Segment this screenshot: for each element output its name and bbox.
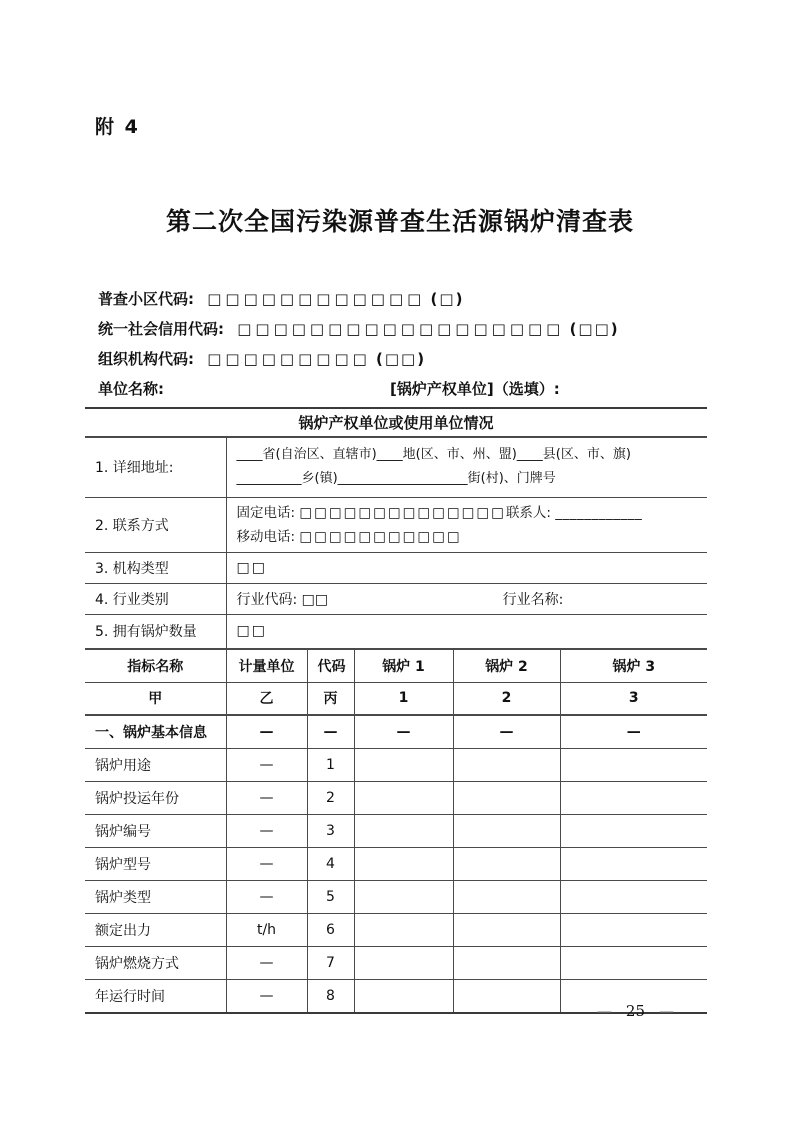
address-line2: __________乡(镇)____________________街(村)、门牌号 bbox=[236, 471, 556, 487]
table-row bbox=[85, 781, 707, 814]
indicator-name: 年运行时间 bbox=[85, 979, 226, 1013]
table-row bbox=[85, 946, 707, 979]
indicator-name: 额定出力 bbox=[85, 913, 226, 946]
col-header-code: 代码 bbox=[307, 649, 354, 683]
col-code-3: 3 bbox=[560, 682, 707, 715]
boiler1-value-cell bbox=[354, 847, 453, 880]
page-number bbox=[583, 1002, 688, 1020]
contact-content bbox=[226, 497, 707, 552]
credit-code-line bbox=[98, 314, 718, 344]
org-type-boxes bbox=[226, 552, 707, 583]
section-dash: — bbox=[226, 715, 307, 749]
org-type-label: 3. 机构类型 bbox=[85, 552, 226, 583]
boiler-survey-table bbox=[85, 407, 707, 1014]
org-code-suffix: (□□) bbox=[376, 350, 427, 368]
indicator-name: 锅炉燃烧方式 bbox=[85, 946, 226, 979]
col-header-indicator: 指标名称 bbox=[85, 649, 226, 683]
indicator-name: 锅炉投运年份 bbox=[85, 781, 226, 814]
boiler1-value-cell bbox=[354, 781, 453, 814]
credit-code-suffix: (□□) bbox=[569, 320, 620, 338]
address-row bbox=[85, 437, 707, 497]
boiler1-value-cell bbox=[354, 979, 453, 1013]
boiler1-value-cell bbox=[354, 946, 453, 979]
basic-info-section-row bbox=[85, 715, 707, 749]
boiler-count-boxes bbox=[226, 614, 707, 649]
address-content bbox=[226, 437, 707, 497]
attachment-label: 附 4 bbox=[95, 116, 140, 138]
boiler3-value-cell bbox=[560, 748, 707, 781]
boiler3-value-cell bbox=[560, 814, 707, 847]
address-line1: ____省(自治区、直辖市)____地(区、市、州、盟)____县(区、市、旗) bbox=[236, 447, 631, 463]
unit-info-section-title: 锅炉产权单位或使用单位情况 bbox=[85, 408, 707, 437]
indicator-code: 8 bbox=[307, 979, 354, 1013]
section-dash: — bbox=[560, 715, 707, 749]
boiler1-value-cell bbox=[354, 748, 453, 781]
credit-code-boxes: □□□□□□□□□□□□□□□□□□ bbox=[237, 320, 565, 338]
indicator-unit: — bbox=[226, 781, 307, 814]
header-code-block bbox=[98, 284, 718, 404]
boiler3-value-cell bbox=[560, 781, 707, 814]
org-code-line bbox=[98, 344, 718, 374]
page-title: 第二次全国污染源普查生活源锅炉清查表 bbox=[165, 207, 634, 236]
census-area-code-line bbox=[98, 284, 718, 314]
boiler3-value-cell bbox=[560, 880, 707, 913]
indicator-name: 锅炉型号 bbox=[85, 847, 226, 880]
boiler-count-row bbox=[85, 614, 707, 649]
col-header-unit: 计量单位 bbox=[226, 649, 307, 683]
indicator-name: 锅炉用途 bbox=[85, 748, 226, 781]
industry-name-label: 行业名称: bbox=[502, 591, 564, 608]
col-code-yi: 乙 bbox=[226, 682, 307, 715]
boiler2-value-cell bbox=[453, 748, 560, 781]
table-section-header-row bbox=[85, 408, 707, 437]
fixed-phone-line bbox=[237, 501, 698, 525]
col-code-1: 1 bbox=[354, 682, 453, 715]
boiler1-value-cell bbox=[354, 814, 453, 847]
boiler2-value-cell bbox=[453, 946, 560, 979]
page-number-left-dash: — bbox=[596, 1002, 612, 1020]
indicator-unit: — bbox=[226, 748, 307, 781]
table-row bbox=[85, 913, 707, 946]
table-row bbox=[85, 748, 707, 781]
section-dash: — bbox=[307, 715, 354, 749]
boiler2-value-cell bbox=[453, 814, 560, 847]
col-header-boiler1: 锅炉 1 bbox=[354, 649, 453, 683]
org-type-row bbox=[85, 552, 707, 583]
section-title: 一、锅炉基本信息 bbox=[85, 715, 226, 749]
indicator-name: 锅炉编号 bbox=[85, 814, 226, 847]
col-header-boiler3: 锅炉 3 bbox=[560, 649, 707, 683]
page-number-right-dash: — bbox=[659, 1002, 674, 1020]
unit-name-line bbox=[98, 374, 718, 404]
contact-person-label: 联系人: bbox=[505, 504, 551, 521]
contact-row bbox=[85, 497, 707, 552]
table-row bbox=[85, 847, 707, 880]
indicator-code: 1 bbox=[307, 748, 354, 781]
credit-code-label: 统一社会信用代码: bbox=[98, 320, 224, 338]
org-code-label: 组织机构代码: bbox=[98, 350, 194, 368]
indicator-code: 2 bbox=[307, 781, 354, 814]
indicator-code: 3 bbox=[307, 814, 354, 847]
industry-code-label: 行业代码: □□ bbox=[236, 591, 329, 608]
column-code-row bbox=[85, 682, 707, 715]
fixed-phone-label: 固定电话: bbox=[236, 504, 296, 521]
indicator-code: 7 bbox=[307, 946, 354, 979]
indicator-code: 4 bbox=[307, 847, 354, 880]
col-code-bing: 丙 bbox=[307, 682, 354, 715]
section-dash: — bbox=[453, 715, 560, 749]
indicator-code: 5 bbox=[307, 880, 354, 913]
indicator-code: 6 bbox=[307, 913, 354, 946]
indicator-unit: — bbox=[226, 880, 307, 913]
boiler2-value-cell bbox=[453, 847, 560, 880]
indicator-unit: — bbox=[226, 979, 307, 1013]
col-code-2: 2 bbox=[453, 682, 560, 715]
unit-name-label: 单位名称: bbox=[98, 380, 164, 398]
table-row bbox=[85, 880, 707, 913]
census-area-code-label: 普查小区代码: bbox=[98, 290, 194, 308]
industry-row bbox=[85, 583, 707, 614]
address-label: 1. 详细地址: bbox=[85, 437, 226, 497]
boiler3-value-cell bbox=[560, 847, 707, 880]
census-area-code-boxes: □□□□□□□□□□□□ bbox=[207, 290, 426, 308]
boiler-count-value: □□ bbox=[236, 623, 267, 639]
boiler1-value-cell bbox=[354, 913, 453, 946]
census-area-code-suffix: (□) bbox=[430, 290, 465, 308]
org-code-boxes: □□□□□□□□□ bbox=[207, 350, 371, 368]
org-type-value: □□ bbox=[236, 559, 267, 576]
boiler2-value-cell bbox=[453, 880, 560, 913]
col-header-boiler2: 锅炉 2 bbox=[453, 649, 560, 683]
table-row bbox=[85, 814, 707, 847]
col-code-jia: 甲 bbox=[85, 682, 226, 715]
indicator-name: 锅炉类型 bbox=[85, 880, 226, 913]
boiler1-value-cell bbox=[354, 880, 453, 913]
indicator-header-row bbox=[85, 649, 707, 683]
indicator-unit: t/h bbox=[226, 913, 307, 946]
contact-label: 2. 联系方式 bbox=[85, 497, 226, 552]
boiler3-value-cell bbox=[560, 946, 707, 979]
section-dash: — bbox=[354, 715, 453, 749]
boiler3-value-cell bbox=[560, 913, 707, 946]
mobile-phone-line bbox=[237, 525, 698, 549]
boiler2-value-cell bbox=[453, 781, 560, 814]
mobile-phone-boxes: □□□□□□□□□□□ bbox=[299, 528, 462, 545]
owner-unit-optional-label: [锅炉产权单位]（选填）: bbox=[390, 380, 560, 398]
page-number-value: 25 bbox=[625, 1002, 645, 1020]
boiler-count-label: 5. 拥有锅炉数量 bbox=[85, 614, 226, 649]
indicator-unit: — bbox=[226, 847, 307, 880]
mobile-phone-label: 移动电话: bbox=[236, 528, 296, 545]
industry-label: 4. 行业类别 bbox=[85, 583, 226, 614]
industry-content bbox=[226, 583, 707, 614]
indicator-unit: — bbox=[226, 946, 307, 979]
boiler2-value-cell bbox=[453, 913, 560, 946]
indicator-unit: — bbox=[226, 814, 307, 847]
boiler2-value-cell bbox=[453, 979, 560, 1013]
contact-person-underline: ____________ bbox=[555, 504, 643, 521]
fixed-phone-boxes: □□□□□□□□□□□□□□ bbox=[299, 504, 506, 521]
